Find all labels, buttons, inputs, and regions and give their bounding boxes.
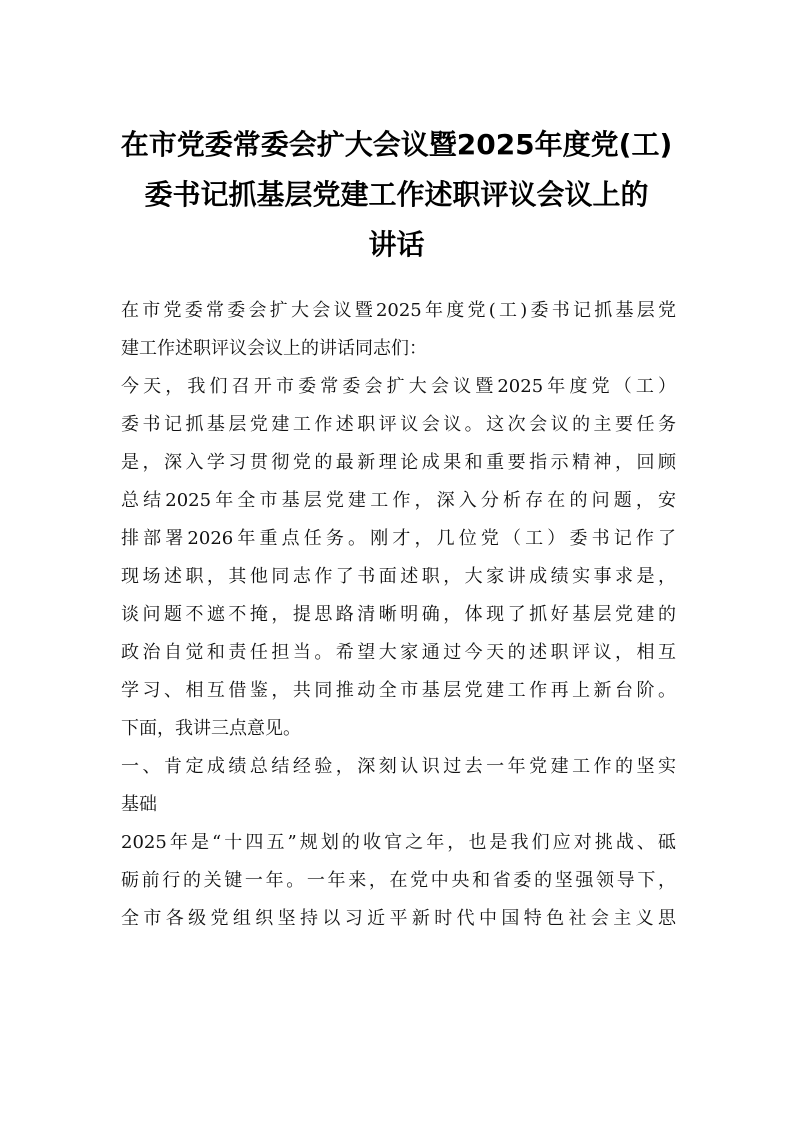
body-line: 学习、相互借鉴，共同推动全市基层党建工作再上新台阶。 [121, 680, 676, 701]
body-line: 谈问题不遮不掩，提思路清晰明确，体现了抓好基层党建的 [121, 604, 676, 625]
body-line: 在市党委常委会扩大会议暨2025年度党(工)委书记抓基层党 [121, 300, 676, 321]
section-heading-line: 基础 [121, 794, 157, 815]
body-line: 下面，我讲三点意见。 [121, 718, 301, 739]
body-line: 政治自觉和责任担当。希望大家通过今天的述职评议，相互 [121, 642, 676, 663]
section-heading-line: 一、肯定成绩总结经验，深刻认识过去一年党建工作的坚实 [121, 756, 676, 777]
body-line: 总结2025年全市基层党建工作，深入分析存在的问题，安 [121, 490, 676, 511]
document-body [121, 292, 676, 938]
body-line: 全市各级党组织坚持以习近平新时代中国特色社会主义思 [121, 908, 676, 929]
title-line: 在市党委常委会扩大会议暨2025年度党(工) [120, 128, 673, 161]
title-line: 讲话 [368, 228, 425, 261]
body-line: 委书记抓基层党建工作述职评议会议。这次会议的主要任务 [121, 414, 676, 435]
body-line: 是，深入学习贯彻党的最新理论成果和重要指示精神，回顾 [121, 452, 676, 473]
body-line: 排部署2026年重点任务。刚才，几位党（工）委书记作了 [121, 528, 676, 549]
document-title [100, 120, 693, 270]
title-line: 委书记抓基层党建工作述职评议会议上的 [144, 178, 649, 211]
body-line: 砺前行的关键一年。一年来，在党中央和省委的坚强领导下， [121, 870, 676, 891]
body-line: 今天，我们召开市委常委会扩大会议暨2025年度党（工） [121, 376, 676, 397]
body-line: 2025年是“十四五”规划的收官之年，也是我们应对挑战、砥 [121, 832, 676, 853]
body-line: 建工作述职评议会议上的讲话同志们： [121, 338, 427, 359]
body-line: 现场述职，其他同志作了书面述职，大家讲成绩实事求是， [121, 566, 676, 587]
